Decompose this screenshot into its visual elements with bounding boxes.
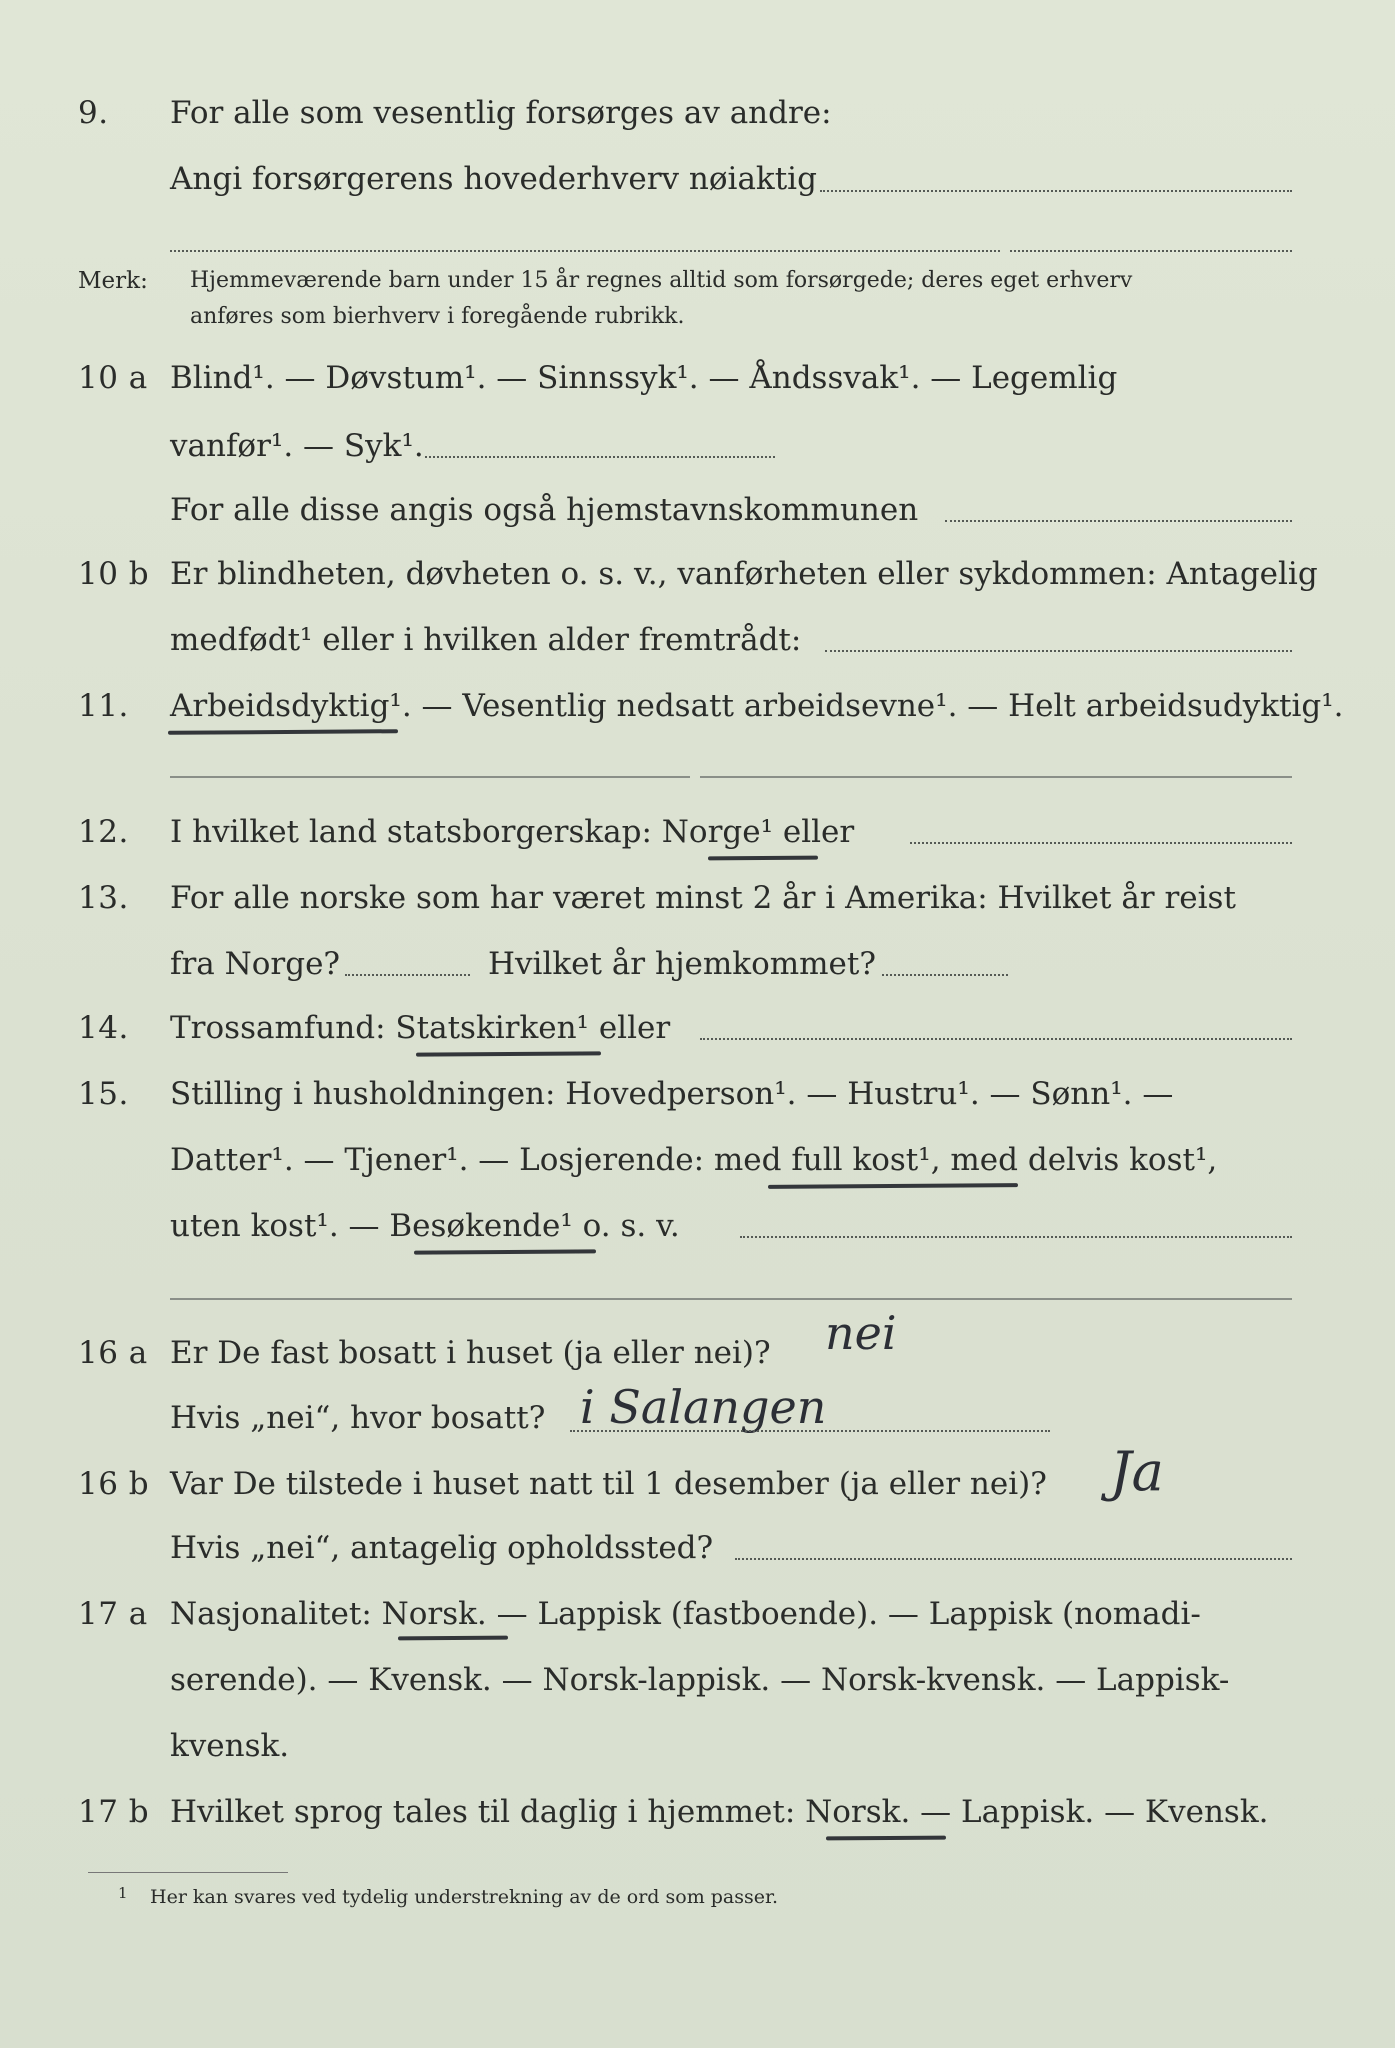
q11-number: 11. [78, 688, 129, 724]
q11-rule-right [700, 776, 1292, 778]
q9-line2: Angi forsørgerens hovederhverv nøiaktig [170, 161, 817, 197]
q17a-line2: serende). — Kvensk. — Norsk-lappisk. — Norsk-kvensk. — Lappisk- [170, 1662, 1230, 1698]
q16a-line1: Er De fast bosatt i huset (ja eller nei)? [170, 1335, 771, 1371]
q15-line2: Datter¹. — Tjener¹. — Losjerende: med full kost¹, med delvis kost¹, [170, 1142, 1218, 1178]
q15-rule [170, 1298, 1292, 1300]
q15-line3: uten kost¹. — Besøkende¹ o. s. v. [170, 1208, 680, 1244]
q10b-number: 10 b [78, 556, 150, 592]
q16a-handwritten-answer: nei [825, 1306, 897, 1360]
footnote-mark: 1 [118, 1884, 128, 1902]
q17b-norsk-underline [826, 1836, 946, 1841]
q16b-line1: Var De tilstede i huset natt til 1 desember (ja eller nei)? [170, 1466, 1047, 1502]
q13-line2b: Hvilket år hjemkommet? [488, 946, 876, 982]
q15-number: 15. [78, 1076, 129, 1112]
q9-fill-line-3[interactable] [1010, 250, 1292, 252]
q15-full-kost-underline [768, 1183, 1018, 1189]
q13-line2a: fra Norge? [170, 946, 341, 982]
q14-number: 14. [78, 1010, 129, 1046]
q10b-fill-line[interactable] [825, 650, 1292, 652]
q14-fill-line[interactable] [700, 1038, 1292, 1040]
q15-besokende-underline [414, 1249, 596, 1254]
q13-hjemkommet-fill-line[interactable] [882, 974, 1008, 976]
q17b-line1: Hvilket sprog tales til daglig i hjemmet: Norsk. — Lappisk. — Kvensk. [170, 1794, 1269, 1830]
q13-reist-fill-line[interactable] [345, 974, 470, 976]
q10a-fill-line[interactable] [425, 456, 775, 458]
q16a-bosatt-fill-line[interactable] [570, 1430, 1050, 1432]
q16a-number: 16 a [78, 1335, 148, 1371]
q12-fill-line[interactable] [910, 842, 1292, 844]
q9-fill-line[interactable] [820, 190, 1292, 192]
footnote-text: Her kan svares ved tydelig understrekning av de ord som passer. [150, 1886, 779, 1908]
q9-fill-line-2[interactable] [170, 250, 1000, 252]
q11-rule-left [170, 776, 690, 778]
q16b-handwritten-answer: Ja [1110, 1440, 1164, 1503]
q10b-line2: medfødt¹ eller i hvilken alder fremtrådt: [170, 622, 802, 658]
q10a-number: 10 a [78, 360, 148, 396]
q9-line1: For alle som vesentlig forsørges av andre: [170, 95, 832, 131]
q9-number: 9. [78, 95, 109, 131]
q11-arbeidsdyktig-underline [168, 729, 398, 735]
q12-norge-underline [708, 856, 818, 861]
q14-line1: Trossamfund: Statskirken¹ eller [170, 1010, 671, 1046]
q14-statskirken-underline [416, 1051, 601, 1056]
q16a-handwritten-bosatt: i Salangen [580, 1380, 827, 1434]
q10a-line3: For alle disse angis også hjemstavnskommunen [170, 492, 919, 528]
merk-line1: Hjemmeværende barn under 15 år regnes alltid som forsørgede; deres eget erhverv [190, 268, 1133, 293]
q10a-line2: vanfør¹. — Syk¹. [170, 428, 424, 464]
q17a-line1: Nasjonalitet: Norsk. — Lappisk (fastboende). — Lappisk (nomadi- [170, 1596, 1201, 1632]
q17a-norsk-underline [398, 1636, 508, 1641]
q16a-line2: Hvis „nei“, hvor bosatt? [170, 1400, 546, 1436]
q13-line1: For alle norske som har været minst 2 år i Amerika: Hvilket år reist [170, 880, 1236, 916]
q17a-number: 17 a [78, 1596, 148, 1632]
q11-line1: Arbeidsdyktig¹. — Vesentlig nedsatt arbeidsevne¹. — Helt arbeidsudyktig¹. [170, 688, 1344, 724]
merk-label: Merk: [78, 268, 148, 294]
q16b-line2: Hvis „nei“, antagelig opholdssted? [170, 1530, 714, 1566]
q10a-hjemstavn-fill-line[interactable] [945, 520, 1292, 522]
q10a-line1: Blind¹. — Døvstum¹. — Sinnssyk¹. — Åndssvak¹. — Legemlig [170, 360, 1118, 396]
q10b-line1: Er blindheten, døvheten o. s. v., vanførheten eller sykdommen: Antagelig [170, 556, 1318, 592]
q16b-number: 16 b [78, 1466, 150, 1502]
q17a-line3: kvensk. [170, 1728, 290, 1764]
q17b-number: 17 b [78, 1794, 150, 1830]
q12-line1: I hvilket land statsborgerskap: Norge¹ eller [170, 814, 855, 850]
footnote-rule [88, 1872, 288, 1873]
q15-line1: Stilling i husholdningen: Hovedperson¹. — Hustru¹. — Sønn¹. — [170, 1076, 1174, 1112]
q15-fill-line[interactable] [740, 1236, 1292, 1238]
q13-number: 13. [78, 880, 129, 916]
q16b-fill-line[interactable] [735, 1558, 1292, 1560]
q12-number: 12. [78, 814, 129, 850]
merk-line2: anføres som bierhverv i foregående rubrikk. [190, 304, 685, 329]
